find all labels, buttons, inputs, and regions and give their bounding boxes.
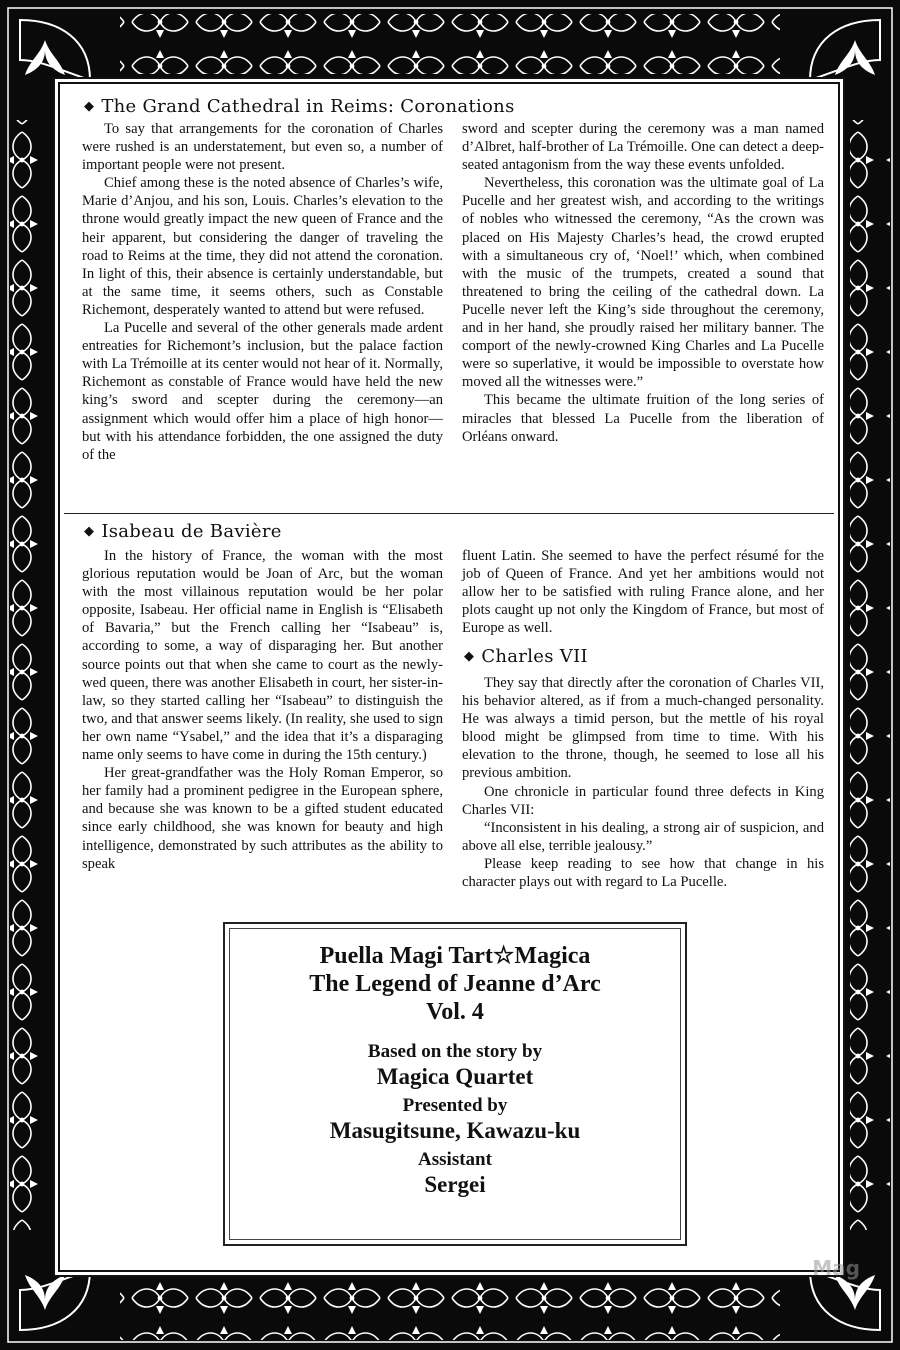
credits-box bbox=[223, 922, 687, 1246]
section-divider bbox=[64, 513, 834, 514]
diamond-bullet-icon: ◆ bbox=[84, 99, 95, 114]
section1-right-column bbox=[462, 120, 824, 446]
section1-left-column bbox=[82, 120, 443, 464]
paragraph: Chief among these is the noted absence of Charles’s wife, Marie d’Anjou, and his son, Louis. Charles’s elevation to the throne would greatly impact the new queen of France and the heir apparent, but considering the danger of traveling the road to Reims at the time, they did not attend the coronation. In light of this, their absence is certainly understandable, but at the same time, it seems others, such as Constable Richemont, desperately wanted to attend but were refused. bbox=[82, 175, 443, 318]
section2-left-column bbox=[82, 547, 443, 873]
diamond-bullet-icon: ◆ bbox=[464, 649, 475, 664]
paragraph: To say that arrangements for the coronation of Charles were rushed is an understatement, but even so, a number of important people were not present. bbox=[82, 121, 443, 174]
credits-title-line2: The Legend of Jeanne d’Arc bbox=[309, 971, 601, 997]
credits-story-label: Based on the story by bbox=[367, 1041, 543, 1062]
paragraph: sword and scepter during the ceremony was a man named d’Albret, half-brother of La Trémoille. One can detect a deep-seated antagonism from the way these events unfolded. bbox=[462, 121, 824, 174]
paragraph: One chronicle in particular found three defects in King Charles VII: bbox=[462, 783, 824, 818]
credits-assistant-name: Sergei bbox=[424, 1172, 486, 1197]
section-heading-coronations: ◆ The Grand Cathedral in Reims: Coronations bbox=[84, 96, 515, 117]
paragraph: Please keep reading to see how that change in his character plays out with regard to La Pucelle. bbox=[462, 855, 824, 891]
section3-column bbox=[462, 674, 824, 891]
credits-title-line1: Puella Magi Tart☆Magica bbox=[319, 943, 591, 969]
paragraph: Nevertheless, this coronation was the ultimate goal of La Pucelle and her greatest wish, and according to the writings of nobles who witnessed the ceremony, “As the crown was placed on His Majesty Charles’s head, the crowd erupted with a simultaneous cry of, ‘Noel!’ which, when combined with the music of the trumpets, created a sound that threatened to bring the ceiling of the cathedral down. La Pucelle never left the King’s side throughout the ceremony, and in her hand, she proudly raised her military banner. The comport of the newly-crowned King Charles and La Pucelle were so superlative, it would be impossible to overstate how moved all the witnesses were.” bbox=[462, 175, 824, 391]
paragraph: In the history of France, the woman with the most glorious reputation would be Joan of Arc, but the woman with the most villainous reputation would be her polar opposite, Isabeau. Her official name in English is “Elisabeth of Bavaria,” but the French calling her “Isabeau” is, according to some, a way of disparaging her. But another source points out that when she came to court as the newly-wed queen, there was another Elisabeth in court, her sister-in-law, so they started calling her “Isabeau” to distinguish the two, and that answer seems likely. (In reality, she used to sign her own name “Ysabel,” and the idea that it’s a disparaging name only seems to have come in during the 15th century.) bbox=[82, 548, 443, 764]
paragraph: This became the ultimate fruition of the long series of miracles that blessed La Pucelle from the liberation of Orléans onward. bbox=[462, 392, 824, 445]
credits-assistant-label: Assistant bbox=[418, 1149, 492, 1170]
credits-story-name: Magica Quartet bbox=[376, 1064, 534, 1089]
section2-right-column bbox=[462, 547, 824, 637]
watermark: Mag bbox=[812, 1256, 860, 1280]
paragraph: fluent Latin. She seemed to have the perfect résumé for the job of Queen of France. And yet her ambitions would not allow her to be satisfied with ruling France alone, and her plots caught up not only the Kingdom of France, but most of Europe as well. bbox=[462, 548, 824, 637]
credits-volume: Vol. 4 bbox=[426, 999, 484, 1025]
diamond-bullet-icon: ◆ bbox=[84, 524, 95, 539]
paragraph: “Inconsistent in his dealing, a strong air of suspicion, and above all else, terrible jealousy.” bbox=[462, 819, 824, 854]
section-heading-isabeau: ◆ Isabeau de Bavière bbox=[84, 521, 282, 542]
credits-presented-names: Masugitsune, Kawazu-ku bbox=[329, 1118, 581, 1143]
paragraph: Her great-grandfather was the Holy Roman Emperor, so her family had a prominent pedigree in the European sphere, and because she was known to be a gifted student educated since early childhood, she was known for beauty and high intelligence, demonstrated by such attributes as the ability to speak bbox=[82, 765, 443, 872]
section-heading-charles-vii: ◆ Charles VII bbox=[464, 646, 588, 667]
paragraph: They say that directly after the coronation of Charles VII, his behavior altered, as if from a much-changed personality. He was always a timid person, but the mettle of his royal blood might be glimpsed from time to time. With his elevation to the throne, though, he seemed to lose all his previous ambition. bbox=[462, 675, 824, 782]
paragraph: La Pucelle and several of the other generals made ardent entreaties for Richemont’s inclusion, but the palace faction with La Trémoille at its center would not hear of it. Normally, Richemont as constable of France would have held the new king’s sword and scepter during the ceremony—an assignment which would offer him a place of high honor—but with his attendance forbidden, the one assigned the duty of the bbox=[82, 320, 443, 463]
credits-inner-border bbox=[229, 928, 681, 1240]
credits-presented-label: Presented by bbox=[402, 1095, 508, 1116]
